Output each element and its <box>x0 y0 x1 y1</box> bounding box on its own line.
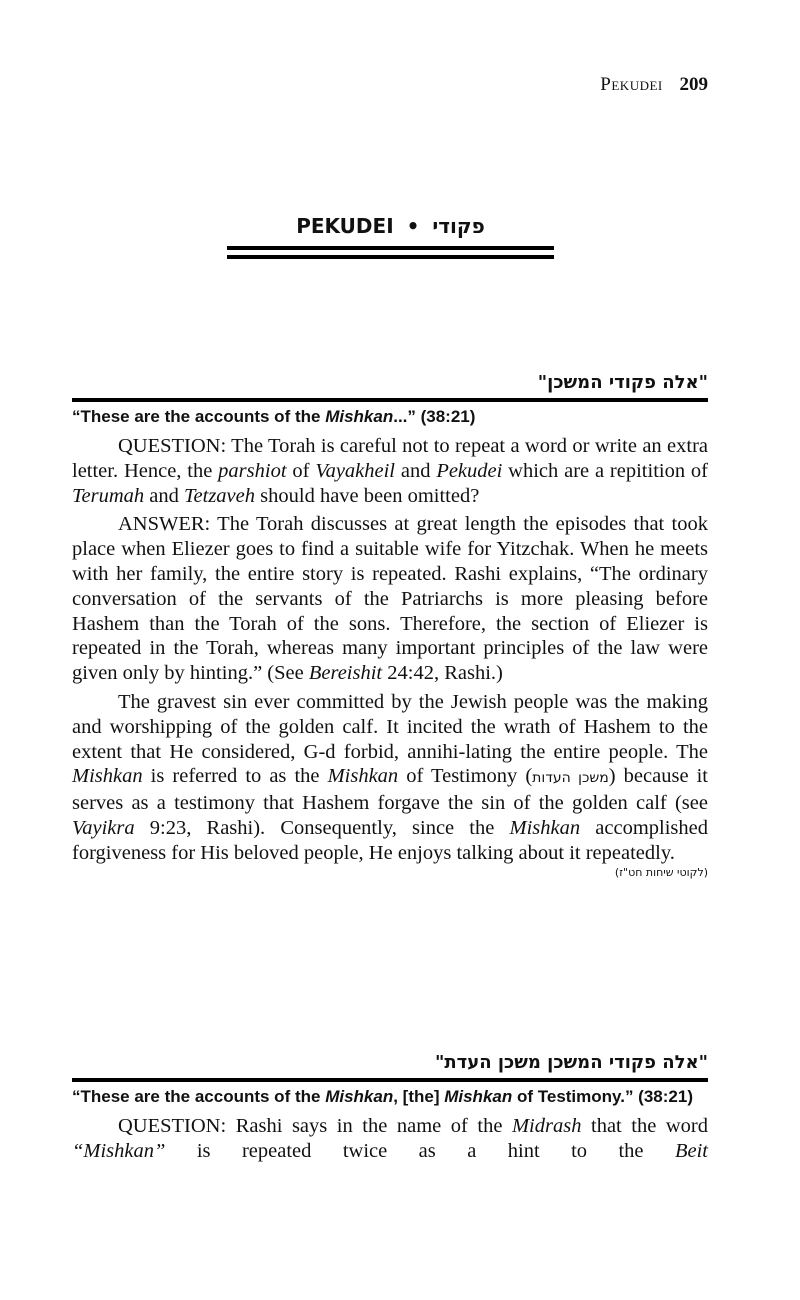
paragraph-answer <box>72 512 708 686</box>
chapter-title-hebrew: פקודי <box>432 214 485 238</box>
running-head <box>600 74 708 96</box>
italic-term: Mishkan <box>327 765 399 788</box>
heading-text: of Testimony.” (38:21) <box>512 1087 693 1106</box>
text: of <box>286 459 316 482</box>
text: The gravest sin ever committed by the Jewish people was the making and worshipping of the golden calf. It incited the wrath of Hashem to the extent that He considered, G-d forbid, annihi-lating the entire people. The <box>72 690 708 763</box>
text: which are a repitition of <box>502 459 709 482</box>
chapter-rule-top <box>227 246 554 250</box>
text: QUESTION: Rashi says in the name of the <box>118 1115 512 1137</box>
text: and <box>144 484 185 507</box>
paragraph-question <box>72 434 708 508</box>
body-text <box>72 434 708 866</box>
section-heading-hebrew: "אלה פקודי המשכן משכן העדת" <box>434 1052 708 1073</box>
paragraph-question <box>72 1114 708 1164</box>
bullet-separator: • <box>406 214 420 238</box>
section-2 <box>72 1050 708 1168</box>
text: of Testimony ( <box>398 765 533 788</box>
source-citation: (לקוטי שיחות חט"ז) <box>614 865 708 879</box>
heading-text: “These are the accounts of the <box>72 1087 326 1106</box>
italic-term: Beit <box>674 1139 708 1162</box>
heading-italic: Mishkan <box>325 407 394 426</box>
section-rule <box>72 398 708 402</box>
body-text <box>72 1114 708 1164</box>
chapter-title <box>227 214 554 238</box>
italic-term: Terumah <box>72 484 145 507</box>
italic-term: Tetzaveh <box>184 484 256 507</box>
hebrew-inline-term: משכן העדות <box>532 770 609 787</box>
text: 9:23, Rashi). Consequently, since the <box>134 816 510 839</box>
text: that the word <box>581 1115 708 1137</box>
chapter-title-english: PEKUDEI <box>296 214 394 238</box>
italic-term: Bereishit <box>308 662 383 685</box>
text: is referred to as the <box>142 765 328 788</box>
italic-term: “Mishkan” <box>72 1139 166 1162</box>
text: is repeated twice as a hint to the <box>165 1139 675 1162</box>
text: should have been omitted? <box>255 484 480 507</box>
text: ANSWER: The Torah discusses at great length the episodes that took place when Eliezer goes to find a suitable wife for Yitzchak. When he meets with her family, the entire story is repeated. Rashi explains, “The ordinary conversation of the servants of the Patriarchs is more pleasing before Hashem than the Torah of the sons. Therefore, the section of Eliezer is repeated in the Torah, whereas many important principles of the law were given only by hinting.” (See <box>72 513 708 685</box>
heading-text: ...” (38:21) <box>393 407 476 426</box>
italic-term: Pekudei <box>436 459 503 482</box>
italic-term: parshiot <box>218 459 287 482</box>
section-heading-english <box>72 405 708 428</box>
heading-text: , [the] <box>393 1087 445 1106</box>
chapter-rule-bottom <box>227 255 554 259</box>
text: and <box>395 459 437 482</box>
section-rule <box>72 1078 708 1082</box>
text: accomplished forgiveness for His beloved people, He enjoys talking about it repeatedly. <box>72 816 708 864</box>
italic-term: Vayikra <box>72 816 135 839</box>
text: 24:42, Rashi.) <box>382 662 503 685</box>
heading-italic: Mishkan <box>325 1087 394 1106</box>
text: ) because it serves as a testimony that Hashem forgave the sin of the golden calf (see <box>72 765 708 815</box>
italic-term: Vayakheil <box>315 459 396 482</box>
heading-text: “These are the accounts of the <box>72 407 326 426</box>
section-1 <box>72 370 708 880</box>
italic-term: Midrash <box>511 1115 582 1137</box>
italic-term: Mishkan <box>72 765 143 788</box>
italic-term: Mishkan <box>509 816 581 839</box>
section-heading-english <box>72 1085 708 1108</box>
page-number: 209 <box>679 74 708 95</box>
text: QUESTION: The Torah is careful not to repeat a word or write an extra letter. Hence, the <box>72 435 708 482</box>
heading-italic: Mishkan <box>444 1087 513 1106</box>
section-heading-hebrew: "אלה פקודי המשכן" <box>537 372 708 393</box>
running-head-title: Pekudei <box>600 74 663 95</box>
paragraph-explanation <box>72 690 708 866</box>
